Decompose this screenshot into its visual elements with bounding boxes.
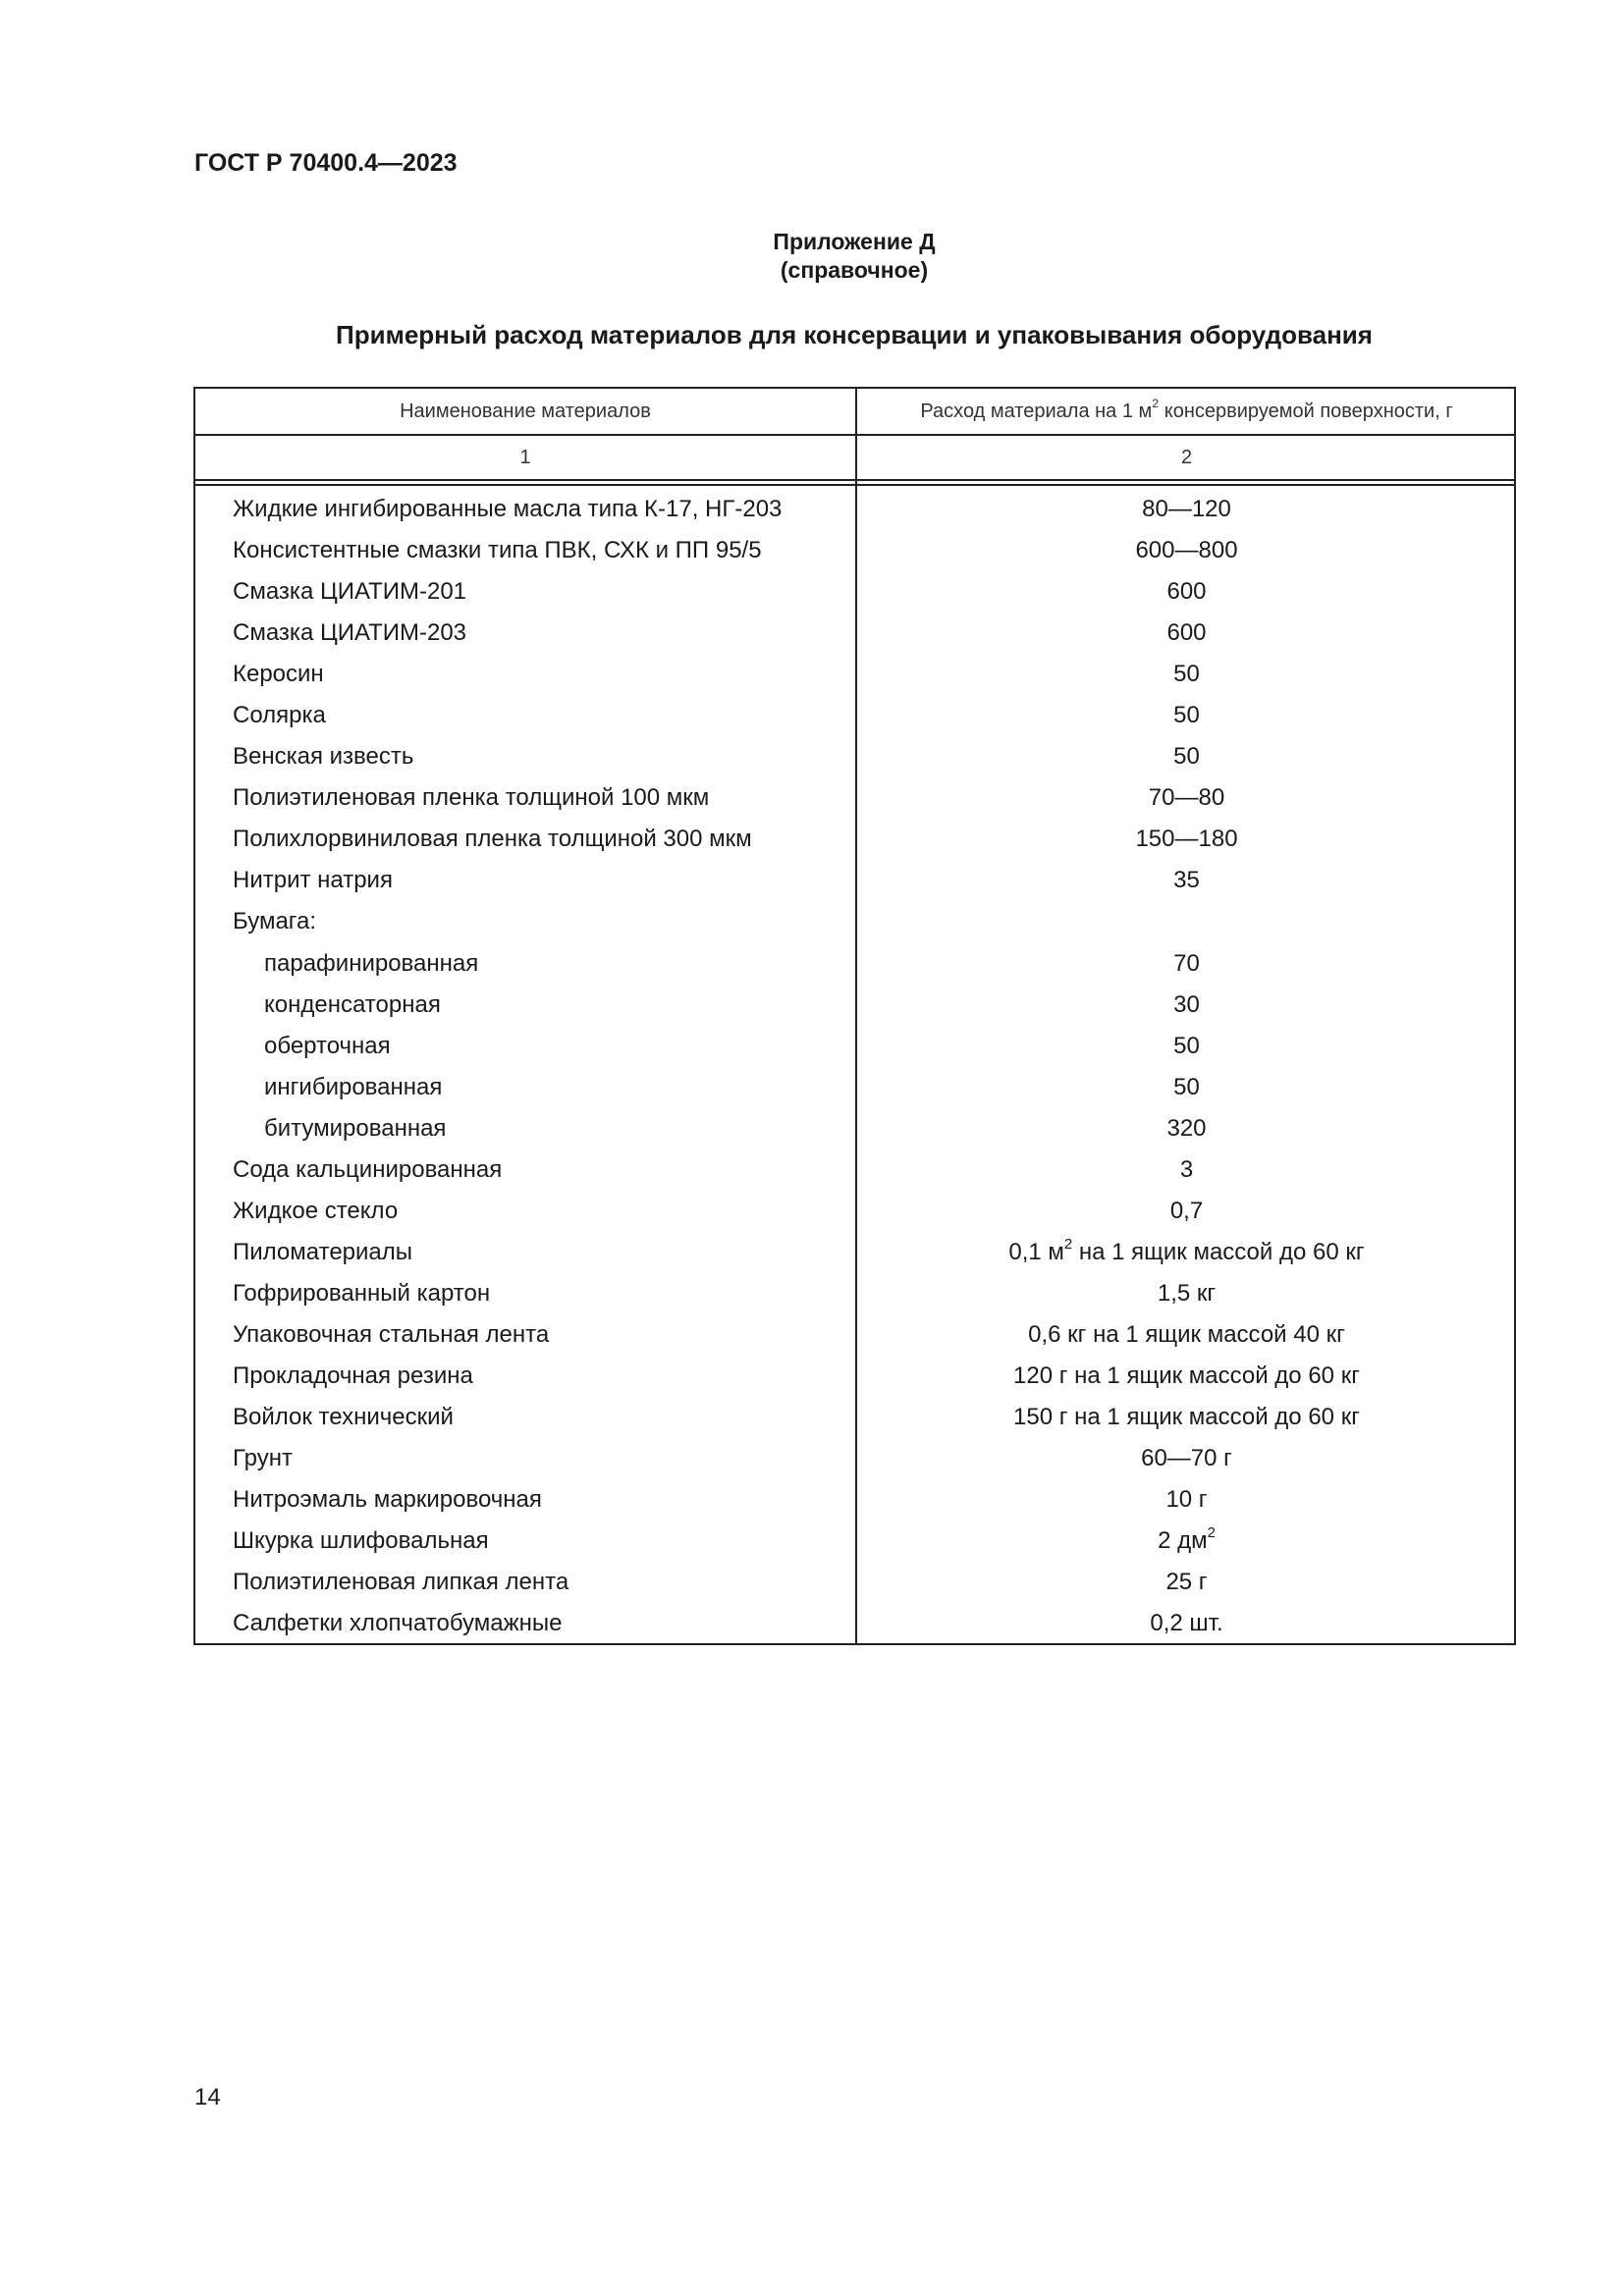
consumption-text-end: на 1 ящик массой до 60 кг [1072, 1238, 1365, 1265]
material-name: Гофрированный картон [233, 1279, 491, 1307]
consumption-text: 2 дм [1158, 1527, 1208, 1555]
material-name: Салфетки хлопчатобумажные [233, 1610, 563, 1637]
material-consumption: 50 [1173, 702, 1200, 729]
table-row [195, 695, 1514, 736]
material-consumption: 25 г [1165, 1569, 1208, 1596]
column-number-2: 2 [1180, 447, 1193, 468]
material-name: Жидкое стекло [233, 1197, 399, 1224]
material-name: Смазка ЦИАТИМ-201 [233, 578, 467, 606]
column-number-1: 1 [519, 447, 531, 468]
material-consumption: 30 [1173, 990, 1200, 1018]
material-name: Войлок технический [233, 1404, 454, 1431]
table-row [195, 1438, 1514, 1479]
material-name: ингибированная [264, 1073, 443, 1100]
material-consumption [857, 1232, 1516, 1273]
material-consumption: 600 [1166, 619, 1207, 647]
material-consumption: 80—120 [1142, 496, 1231, 522]
material-consumption: 0,6 кг на 1 ящик массой 40 кг [1028, 1320, 1345, 1348]
table-row [195, 777, 1514, 819]
table-row [195, 819, 1514, 860]
column-header-consumption-sup: 2 [1152, 397, 1160, 411]
material-consumption: 0,7 [1169, 1197, 1204, 1224]
table-row [195, 1232, 1514, 1273]
table-row [195, 943, 1514, 985]
material-name: Полиэтиленовая пленка толщиной 100 мкм [233, 784, 710, 812]
material-name: битумированная [264, 1114, 447, 1142]
material-consumption: 120 г на 1 ящик массой до 60 кг [1013, 1362, 1360, 1389]
material-name: Бумага: [233, 908, 317, 935]
appendix-title: Приложение Д [773, 229, 936, 254]
material-name: Солярка [233, 702, 326, 729]
table-row [195, 654, 1514, 695]
table-row [195, 1356, 1514, 1397]
table-row [195, 571, 1514, 613]
table-row [195, 530, 1514, 571]
material-name: Нитрит натрия [233, 867, 393, 894]
table-row [195, 736, 1514, 777]
material-name: Нитроэмаль маркировочная [233, 1486, 542, 1514]
material-name: Упаковочная стальная лента [233, 1320, 550, 1348]
column-header-materials: Наименование материалов [400, 400, 651, 422]
material-consumption: 600 [1166, 578, 1207, 606]
table-row [195, 489, 1514, 530]
table-row [195, 1603, 1514, 1644]
material-consumption: 50 [1173, 1073, 1200, 1100]
material-consumption: 60—70 г [1141, 1445, 1232, 1472]
table-row [195, 1562, 1514, 1603]
column-header-consumption [857, 389, 1516, 434]
material-consumption: 320 [1166, 1114, 1207, 1142]
table-row [195, 901, 1514, 942]
column-header-consumption-text: Расход материала на 1 м [920, 400, 1153, 422]
material-consumption: 0,2 шт. [1150, 1610, 1223, 1637]
material-consumption: 600—800 [1135, 537, 1238, 564]
number-row-divider-bottom [195, 484, 1514, 486]
table-row [195, 985, 1514, 1026]
material-name: Жидкие ингибированные масла типа К-17, НГ-203 [233, 496, 783, 522]
table-row [195, 1273, 1514, 1314]
material-name: Прокладочная резина [233, 1362, 473, 1389]
material-consumption: 1,5 кг [1157, 1279, 1217, 1307]
material-name: Шкурка шлифовальная [233, 1527, 489, 1555]
material-consumption [857, 1521, 1516, 1562]
table-body [195, 489, 1514, 1644]
page-number: 14 [194, 2084, 221, 2110]
table-row [195, 1067, 1514, 1108]
material-name: конденсаторная [264, 990, 441, 1018]
material-consumption: 70 [1173, 949, 1200, 977]
table-title: Примерный расход материалов для консервации и упаковывания оборудования [336, 320, 1373, 349]
table-row [195, 613, 1514, 654]
material-name: Полиэтиленовая липкая лента [233, 1569, 569, 1596]
table-row [195, 1479, 1514, 1521]
column-header-consumption-text-end: консервируемой поверхности, г [1159, 400, 1453, 422]
material-name: Смазка ЦИАТИМ-203 [233, 619, 467, 647]
table-row [195, 1191, 1514, 1232]
material-name: Грунт [233, 1445, 293, 1472]
material-name: Консистентные смазки типа ПВК, СХК и ПП 95/5 [233, 537, 762, 564]
table-row [195, 1108, 1514, 1149]
table-row [195, 1521, 1514, 1562]
table-row [195, 1397, 1514, 1438]
appendix-kind: (справочное) [780, 257, 929, 283]
table-row [195, 860, 1514, 901]
table-row [195, 1026, 1514, 1067]
material-consumption: 150—180 [1135, 826, 1238, 853]
material-consumption: 50 [1173, 743, 1200, 771]
consumption-text: 0,1 м [1008, 1238, 1064, 1265]
material-name: парафинированная [264, 949, 479, 977]
material-consumption: 35 [1173, 867, 1200, 894]
material-name: Керосин [233, 661, 324, 688]
material-consumption: 70—80 [1148, 784, 1225, 812]
material-consumption: 50 [1173, 1032, 1200, 1059]
material-name: Сода кальцинированная [233, 1155, 503, 1183]
consumption-superscript: 2 [1063, 1236, 1073, 1253]
materials-table [193, 387, 1516, 1645]
document-id: ГОСТ Р 70400.4—2023 [194, 149, 458, 177]
consumption-superscript: 2 [1207, 1524, 1216, 1541]
number-row-divider-top [195, 479, 1514, 481]
material-name: Пиломатериалы [233, 1238, 413, 1265]
table-row [195, 1314, 1514, 1356]
material-name: Венская известь [233, 743, 414, 771]
material-consumption: 10 г [1165, 1486, 1208, 1514]
material-consumption: 3 [1179, 1155, 1194, 1183]
table-row [195, 1149, 1514, 1191]
material-name: Полихлорвиниловая пленка толщиной 300 мкм [233, 826, 752, 853]
material-consumption: 150 г на 1 ящик массой до 60 кг [1013, 1404, 1360, 1431]
material-consumption: 50 [1173, 661, 1200, 688]
material-name: оберточная [264, 1032, 391, 1059]
